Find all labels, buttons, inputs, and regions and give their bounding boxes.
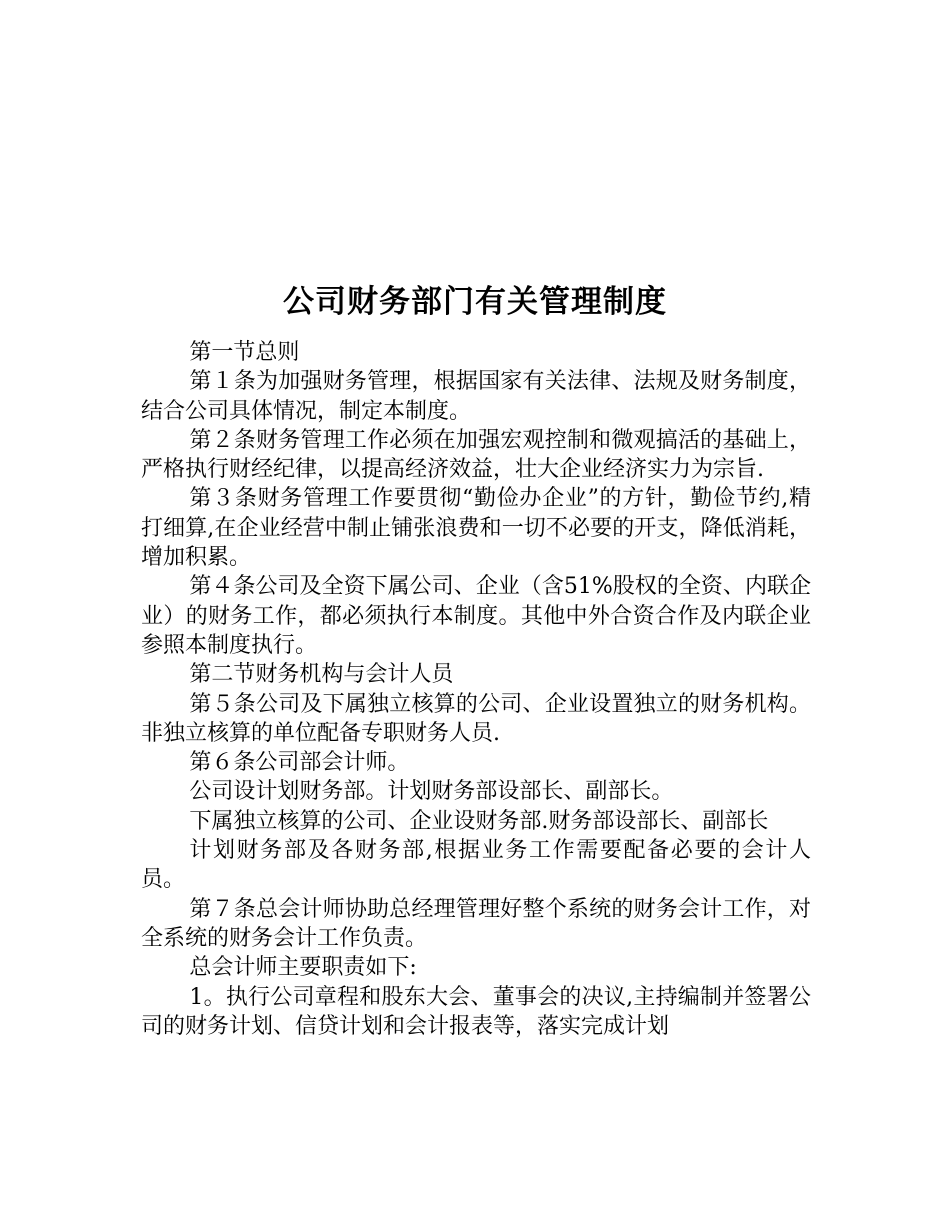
section-heading: 第二节财务机构与会计人员 — [189, 662, 454, 688]
paragraph: 第２条财务管理工作必须在加强宏观控制和微观搞活的基础上，严格执行财经纪律，以提高经济效益，壮大企业经济实力为宗旨. — [141, 427, 811, 483]
section-heading: 第一节总则 — [189, 340, 300, 365]
paragraph: 第７条总会计师协助总经理管理好整个系统的财务会计工作，对全系统的财务会计工作负责。 — [141, 896, 811, 951]
paragraph: 总会计师主要职责如下: — [189, 955, 417, 981]
document-body — [141, 338, 811, 1041]
paragraph: 第３条财务管理工作要贯彻“勤俭办企业”的方针，勤俭节约,精打细算,在企业经营中制止铺张浪费和一切不必要的开支，降低消耗，增加积累。 — [141, 486, 811, 571]
paragraph: 第６条公司部会计师。 — [189, 750, 410, 776]
paragraph: 第４条公司及全资下属公司、企业（含51%股权的全资、内联企业）的财务工作，都必须执行本制度。其他中外合资合作及内联企业参照本制度执行。 — [141, 574, 811, 658]
paragraph: 第１条为加强财务管理，根据国家有关法律、法规及财务制度，结合公司具体情况，制定本制度。 — [141, 369, 811, 424]
document-title: 公司财务部门有关管理制度 — [283, 284, 667, 320]
paragraph: 1。执行公司章程和股东大会、董事会的决议,主持编制并签署公司的财务计划、信贷计划和会计报表等，落实完成计划 — [141, 984, 811, 1039]
paragraph: 下属独立核算的公司、企业设财务部.财务部设部长、副部长 — [189, 808, 769, 834]
paragraph: 计划财务部及各财务部,根据业务工作需要配备必要的会计人员。 — [141, 838, 811, 893]
paragraph: 公司设计划财务部。计划财务部设部长、副部长。 — [189, 779, 674, 805]
paragraph: 第５条公司及下属独立核算的公司、企业设置独立的财务机构。非独立核算的单位配备专职财务人员. — [141, 691, 811, 746]
